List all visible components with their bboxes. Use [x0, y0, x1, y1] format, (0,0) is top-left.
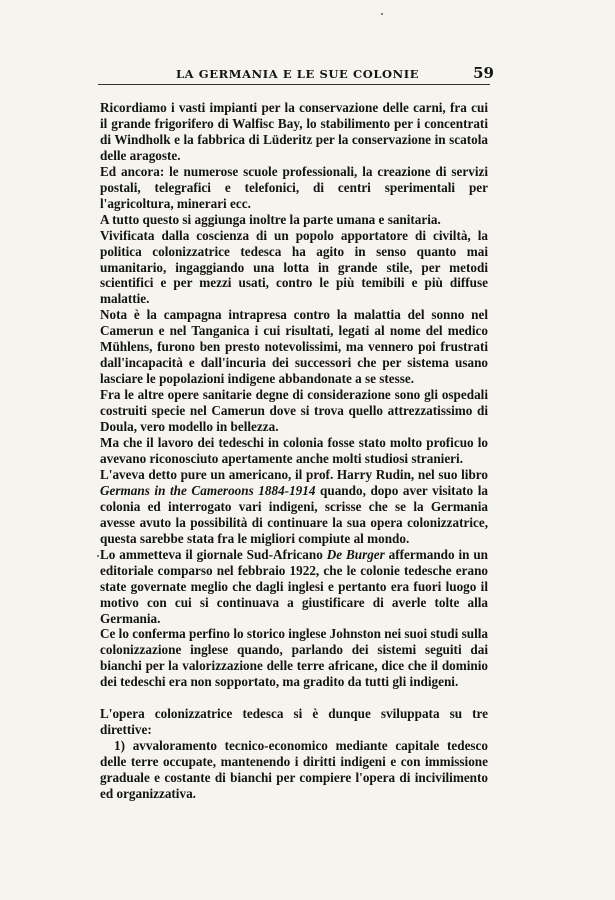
paragraph-ospedali: Fra le altre opere sanitarie degne di considerazione sono gli ospedali costruiti specie nel Camerun dove si trova quello attrezzatissimo di Doula, vero modello in bellezza. [100, 387, 488, 435]
paragraph-parte-umana: A tutto questo si aggiunga inoltre la parte umana e sanitaria. [100, 211, 441, 227]
paper-speck [381, 13, 383, 15]
paragraph-politica-sanitaria: Vivificata dalla coscienza di un popolo apportatore di civiltà, la politica colonizzatrice tedesca ha agito in senso quanto mai umanitario, ingaggiando una lotta in grande stile, per metodi scientifici e per mezzi usati, contro le più temibili e più diffuse malattie. [100, 227, 488, 307]
paragraph-studiosi: Ma che il lavoro dei tedeschi in colonia fosse stato molto proficuo lo avevano riconosciuto apertamente anche molti studiosi stranieri. [100, 435, 488, 466]
paragraph-directives-intro: L'opera colonizzatrice tedesca si è dunque sviluppata su tre direttive: [100, 706, 488, 738]
rudin-text-before: L'aveva detto pure un americano, il prof. Harry Rudin, nel suo libro [100, 466, 488, 482]
body-text [100, 100, 488, 802]
paragraph-malattia-sonno: Nota è la campagna intrapresa contro la malattia del sonno nel Camerun e nel Tanganica i cui risultati, legati al nome del medico Mühlens, furono ben presto notevolissimi, ma vennero poi frustrati dall'incapacità e dall'incuria dei successori che per sistema usano lasciare le popolazioni indigene abbandonate a se stesse. [100, 307, 488, 387]
paper-speck [97, 555, 99, 557]
page-number: 59 [473, 64, 494, 82]
rudin-book-title: Germans in the Cameroons 1884-1914 [100, 482, 316, 498]
paragraph-johnston: Ce lo conferma perfino lo storico inglese Johnston nei suoi studi sulla colonizzazione inglese quando, parlando dei sistemi seguiti dai bianchi per la valorizzazione delle terre africane, dice che il dominio dei tedeschi era non sopportato, ma gradito da tutti gli indigeni. [100, 626, 488, 690]
de-burger-title: De Burger [326, 546, 385, 562]
directive-item-1: 1) avvaloramento tecnico-economico mediante capitale tedesco delle terre occupate, mantenendo i diritti indigeni e con immissione graduale e costante di bianchi per compiere l'opera di incivilimento ed organizzativa. [100, 738, 488, 802]
header-rule [98, 84, 490, 85]
paragraph-rudin [100, 467, 488, 547]
rudin-text-after: quando, dopo aver visitato la colonia ed interrogato vari indigeni, scrisse che se la Germania avesse avuto la possibilità di continuare la sua opera colonizzatrice, questa sarebbe stata fra le migliori compiute al mondo. [100, 482, 488, 546]
burger-text-before: Lo ammetteva il giornale Sud-Africano [100, 546, 327, 562]
paragraph-impianti: Ricordiamo i vasti impianti per la conservazione delle carni, fra cui il grande frigorifero di Walfisc Bay, lo stabilimento per i concentrati di Windholk e la fabbrica di Lüderitz per la conservazione in scatola delle aragoste. [100, 100, 488, 163]
page-header [98, 64, 494, 84]
burger-text-after: affermando in un editoriale comparso nel febbraio 1922, che le colonie tedesche erano state governate meglio che dagli inglesi e pertanto era fuori luogo il motivo con cui si continuava a giustificare di averle tolte alla Germania. [100, 546, 488, 626]
paragraph-scuole: Ed ancora: le numerose scuole professionali, la creazione di servizi postali, telegrafici e telefonici, di centri sperimentali per l'agricoltura, minerari ecc. [100, 163, 488, 211]
paragraph-de-burger [100, 547, 488, 627]
running-title: LA GERMANIA E LE SUE COLONIE [176, 67, 420, 81]
